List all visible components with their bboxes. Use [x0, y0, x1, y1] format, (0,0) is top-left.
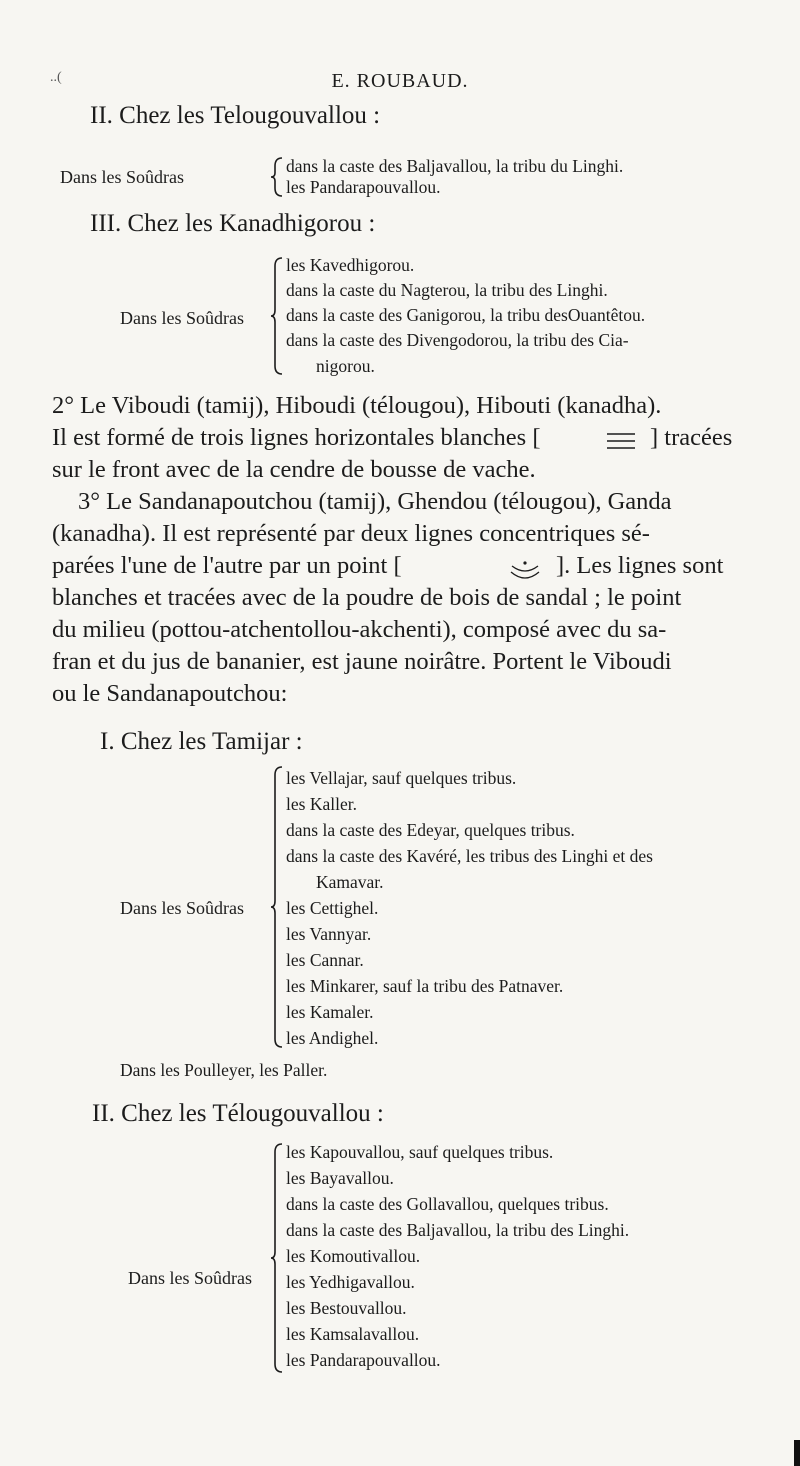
list-item: les Vellajar, sauf quelques tribus.: [286, 768, 517, 788]
list-item: les Kavedhigorou.: [286, 255, 415, 275]
section-heading-telougouvallou: II. Chez les Telougouvallou :: [90, 102, 381, 129]
label-soudras: Dans les Soûdras: [128, 1268, 252, 1288]
list-item: les Andighel.: [286, 1028, 379, 1048]
list-item: les Bayavallou.: [286, 1168, 394, 1188]
section-heading-kanadhigorou: III. Chez les Kanadhigorou :: [90, 210, 376, 237]
list-item: dans la caste des Kavéré, les tribus des Linghi et des: [286, 846, 653, 866]
label-soudras: Dans les Soûdras: [120, 308, 244, 328]
paragraph-3-line: parées l'une de l'autre par un point [: [52, 552, 402, 579]
running-head: E. ROUBAUD.: [331, 70, 469, 92]
poulleyer-line: Dans les Poulleyer, les Paller.: [120, 1060, 328, 1080]
brace: [270, 1142, 284, 1374]
list-item: dans la caste des Divengodorou, la tribu des Cia-: [286, 330, 629, 350]
paragraph-2-line: 2° Le Viboudi (tamij), Hiboudi (télougou), Hibouti (kanadha).: [52, 392, 662, 419]
list-item: les Minkarer, sauf la tribu des Patnaver.: [286, 976, 564, 996]
brace: [270, 256, 284, 376]
list-item: les Pandarapouvallou.: [286, 1350, 441, 1370]
list-item: dans la caste des Baljavallou, la tribu du Linghi.: [286, 156, 624, 176]
margin-mark: ..(: [50, 70, 62, 85]
list-item: les Kamsalavallou.: [286, 1324, 420, 1344]
paragraph-3-line: du milieu (pottou-atchentollou-akchenti), composé avec du sa-: [52, 616, 667, 643]
brace: [270, 765, 284, 1049]
list-item: dans la caste des Baljavallou, la tribu des Linghi.: [286, 1220, 630, 1240]
brace: [270, 156, 284, 198]
list-item: les Komoutivallou.: [286, 1246, 421, 1266]
list-item: dans la caste du Nagterou, la tribu des Linghi.: [286, 280, 608, 300]
list-item: les Pandarapouvallou.: [286, 177, 441, 197]
paragraph-3-line: 3° Le Sandanapoutchou (tamij), Ghendou (télougou), Ganda: [78, 488, 672, 515]
scan-edge: [794, 1440, 800, 1466]
list-item: les Kamaler.: [286, 1002, 374, 1022]
list-item: les Cannar.: [286, 950, 364, 970]
paragraph-2-line: Il est formé de trois lignes horizontales blanches [: [52, 424, 541, 451]
paragraph-3-line: blanches et tracées avec de la poudre de bois de sandal ; le point: [52, 584, 682, 611]
paragraph-2-line: ] tracées: [650, 424, 733, 451]
paragraph-3-line: (kanadha). Il est représenté par deux lignes concentriques sé-: [52, 520, 650, 547]
list-item: les Bestouvallou.: [286, 1298, 407, 1318]
list-item: Kamavar.: [316, 872, 384, 892]
list-item: dans la caste des Gollavallou, quelques tribus.: [286, 1194, 609, 1214]
list-item: les Cettighel.: [286, 898, 379, 918]
paragraph-3-line: ]. Les lignes sont: [556, 552, 724, 579]
label-soudras: Dans les Soûdras: [120, 898, 244, 918]
list-item: les Kapouvallou, sauf quelques tribus.: [286, 1142, 554, 1162]
section-heading-tamijar: I. Chez les Tamijar :: [100, 728, 303, 755]
section-heading-telougouvallou-2: II. Chez les Télougouvallou :: [92, 1100, 384, 1127]
paragraph-3-line: ou le Sandanapoutchou:: [52, 680, 288, 707]
list-item: dans la caste des Edeyar, quelques tribus.: [286, 820, 575, 840]
paragraph-2-line: sur le front avec de la cendre de bousse de vache.: [52, 456, 536, 483]
three-lines-symbol: [604, 430, 638, 452]
list-item: les Vannyar.: [286, 924, 372, 944]
label-soudras: Dans les Soûdras: [60, 167, 184, 187]
list-item: les Yedhigavallou.: [286, 1272, 415, 1292]
list-item: les Kaller.: [286, 794, 357, 814]
concentric-lines-symbol: [508, 558, 542, 582]
list-item: dans la caste des Ganigorou, la tribu desOuantêtou.: [286, 305, 646, 325]
paragraph-3-line: fran et du jus de bananier, est jaune noirâtre. Portent le Viboudi: [52, 648, 672, 675]
list-item: nigorou.: [316, 356, 375, 376]
